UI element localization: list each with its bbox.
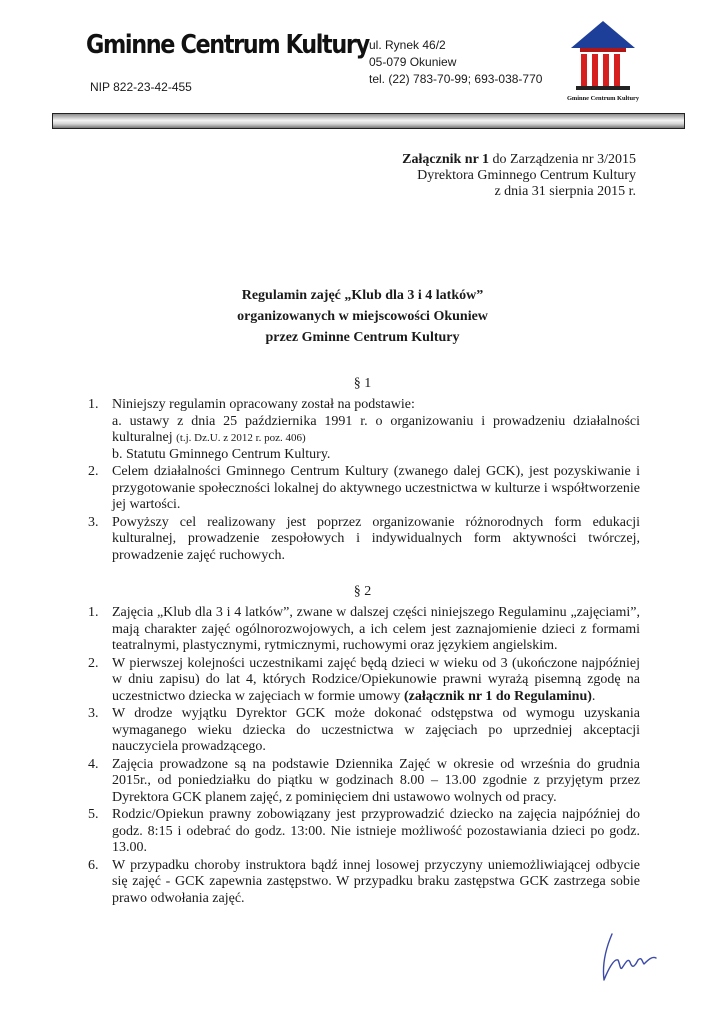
list-item: 4. Zajęcia prowadzone są na podstawie Dziennika Zajęć w okresie od września do grudnia 2015r., od poniedziałku do piątku w godzinach 8.00 – 13.00 zgodnie z przyjętym przez Dyrektora GCK planem zajęć, z pominięciem dni ustawowo wolnych od pracy. [88,756,640,805]
section-2-heading: § 2 [353,584,372,599]
annex-line1: Załącznik nr 1 do Zarządzenia nr 3/2015 [402,152,636,167]
section-1-list [88,397,640,565]
header-divider-bar [52,113,685,129]
annex-reference [402,152,636,200]
nip-number: NIP 822-23-42-455 [90,80,192,94]
signature-icon [598,930,660,986]
gck-logo [565,18,641,106]
annex-line3: z dnia 31 sierpnia 2015 r. [494,184,636,199]
sub-item-b: b. Statutu Gminnego Centrum Kultury. [112,446,331,462]
logo-column-icon [581,54,587,86]
annex-line2: Dyrektora Gminnego Centrum Kultury [417,168,636,183]
list-item: 6. W przypadku choroby instruktora bądź innej losowej przyczyny uniemożliwiającej odbycie się zajęć - GCK zapewnia zastępstwo. W przypadku braku zastępstwa GCK zastrzega sobie prawo odwołania zajęć. [88,857,640,906]
organization-name: Gminne Centrum Kultury [86,30,369,60]
list-item: 2. Celem działalności Gminnego Centrum Kultury (zwanego dalej GCK), jest pozyskiwanie i przygotowanie społeczności lokalnej do aktywnego uczestnictwa w kulturze i współtworzenie jej wartości. [88,464,640,512]
list-item: 5. Rodzic/Opiekun prawny zobowiązany jest przyprowadzić dziecko na zajęcia najpóźniej do godz. 8:15 i odebrać do godz. 13:00. Nie istnieje możliwość pozostawiania dzieci po godz. 13.00. [88,807,640,855]
address-postal: 05-079 Okuniew [369,55,457,69]
list-item: 1. Niniejszy regulamin opracowany został na podstawie: a. ustawy z dnia 25 października 1991 r. o organizowaniu i prowadzeniu działalności kulturalnej (t.j. Dz.U. z 2012 r. poz. 406) b. Statutu Gminnego Centrum Kultury. [88,397,640,462]
document-title: Regulamin zajęć „Klub dla 3 i 4 latków” organizowanych w miejscowości Okuniew przez Gminne Centrum Kultury [237,288,488,345]
list-item: 3. Powyższy cel realizowany jest poprzez organizowanie różnorodnych form edukacji kulturalnej, prowadzenie zespołowych i indywidualnych form aktywności twórczej, prowadzenie zajęć ruchowych. [88,514,640,563]
logo-roof-icon [571,21,635,48]
list-item: 3. W drodze wyjątku Dyrektor GCK może dokonać odstępstwa od wymogu uzyskania wymaganego wieku dziecka do uczestnictwa w zajęciach po uprzedniej akceptacji nauczyciela prowadzącego. [88,706,640,754]
address-street: ul. Rynek 46/2 [369,38,446,52]
list-item: 2. W pierwszej kolejności uczestnikami zajęć będą dzieci w wieku od 3 (ukończone najpóźniej w dniu zapisu) do lat 4, których Rodzice/Opiekunowie prawni wyrażą pisemną zgodę na uczestnictwo dziecka w zajęciach w formie umowy (załącznik nr 1 do Regulaminu). [88,655,640,704]
address-phone: tel. (22) 783-70-99; 693-038-770 [369,72,543,86]
sub-item-a: a. ustawy z dnia 25 października 1991 r. o organizowaniu i prowadzeniu działalności kulturalnej (t.j. Dz.U. z 2012 r. poz. 406) [112,413,640,445]
list-item: 1. Zajęcia „Klub dla 3 i 4 latków”, zwane w dalszej części niniejszego Regulaminu „zajęciami”, mają charakter zajęć ogólnorozwojowych, a ich celem jest zaznajomienie dzieci z formami teatralnymi, plastycznymi, rytmicznymi, ruchowymi oraz językiem angielskim. [88,605,640,653]
section-2-list [88,605,640,908]
logo-caption: Gminne Centrum Kultury [566,95,640,102]
section-1-heading: § 1 [353,376,372,391]
